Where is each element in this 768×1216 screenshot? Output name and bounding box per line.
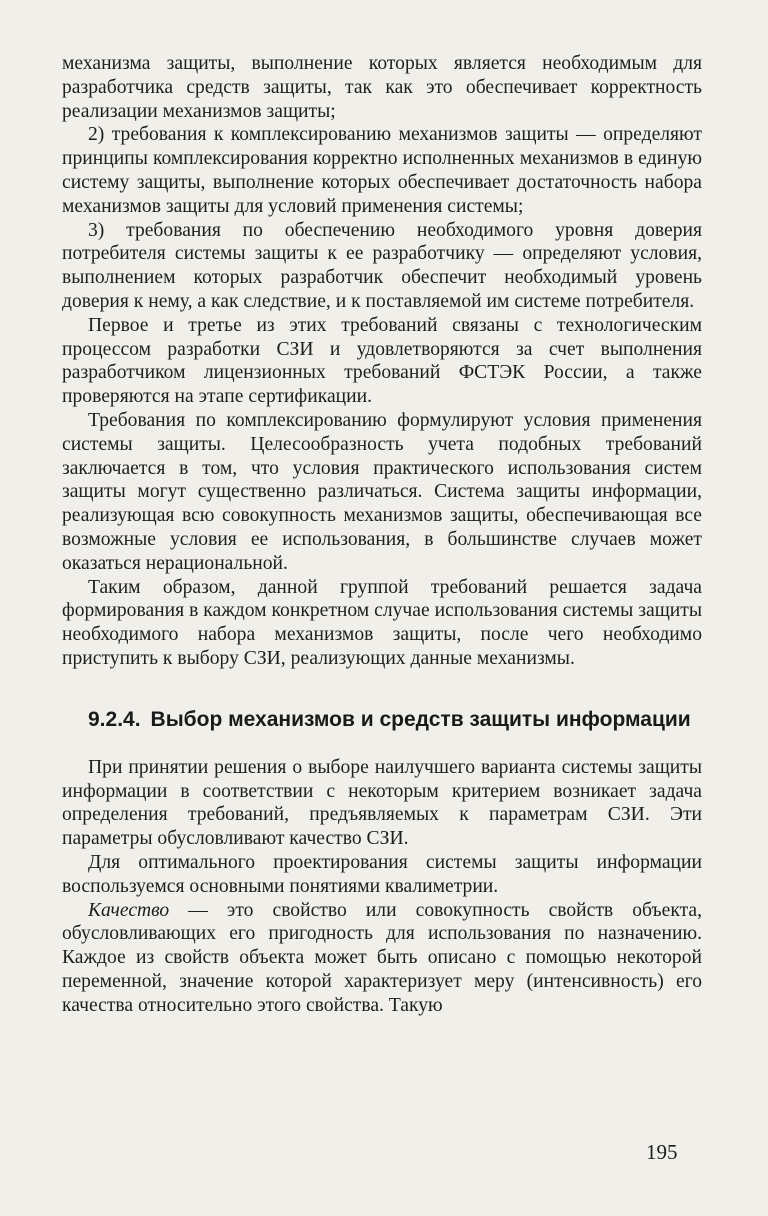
paragraph-1: механизма защиты, выполнение которых является необходимым для разработчика средств защиты, так как это обеспечивает корректность реализации механизмов защиты; (62, 53, 702, 122)
section-number: 9.2.4. (88, 707, 141, 731)
paragraph-quality (62, 899, 702, 1018)
paragraph-7: При принятии решения о выборе наилучшего варианта системы защиты информации в соответствии с некоторым критерием возникает задача определения требований, предъявляемых к параметрам СЗИ. Эти параметры обусловливают качество СЗИ. (62, 756, 702, 850)
section-title: Выбор механизмов и средств защиты информации (150, 707, 691, 731)
paragraph-3: 3) требования по обеспечению необходимого уровня доверия потребителя системы защиты к ее разработчику — определяют условия, выполнением которых разработчик обеспечит необходимый уровень доверия к нему, а как следствие, и к поставляемой им системе потребителя. (62, 219, 702, 312)
paragraph-4: Первое и третье из этих требований связаны с технологическим процессом разработки СЗИ и удовлетворяются за счет выполнения разработчиком лицензионных требований ФСТЭК России, а также проверяются на этапе сертификации. (62, 314, 702, 408)
term-quality: Качество (88, 899, 170, 921)
paragraph-8: Для оптимального проектирования системы защиты информации воспользуемся основными понятиями квалиметрии. (62, 851, 702, 897)
paragraph-5: Требования по комплексированию формулируют условия применения системы защиты. Целесообразность учета подобных требований заключается в том, что условия практического использования систем защиты могут существенно различаться. Система защиты информации, реализующая всю совокупность механизмов защиты, обеспечивающая все возможные условия ее использования, в большинстве случаев может оказаться нерациональной. (62, 409, 702, 574)
page-number: 195 (646, 1140, 678, 1164)
paragraph-2: 2) требования к комплексированию механизмов защиты — определяют принципы комплексирования корректно исполненных механизмов в единую систему защиты, выполнение которых обеспечивает достаточность набора механизмов защиты для условий применения системы; (62, 124, 702, 217)
section-heading (88, 707, 702, 732)
page-body (62, 52, 702, 1017)
quality-definition: — это свойство или совокупность свойств объекта, обусловливающих его пригодность для использования по назначению. Каждое из свойств объекта может быть описано с помощью некоторой переменной, значение которой характеризует меру (интенсивность) его качества относительно этого свойства. Такую (62, 899, 702, 1016)
paragraph-6: Таким образом, данной группой требований решается задача формирования в каждом конкретном случае использования системы защиты необходимого набора механизмов защиты, после чего необходимо приступить к выбору СЗИ, реализующих данные механизмы. (62, 576, 702, 669)
